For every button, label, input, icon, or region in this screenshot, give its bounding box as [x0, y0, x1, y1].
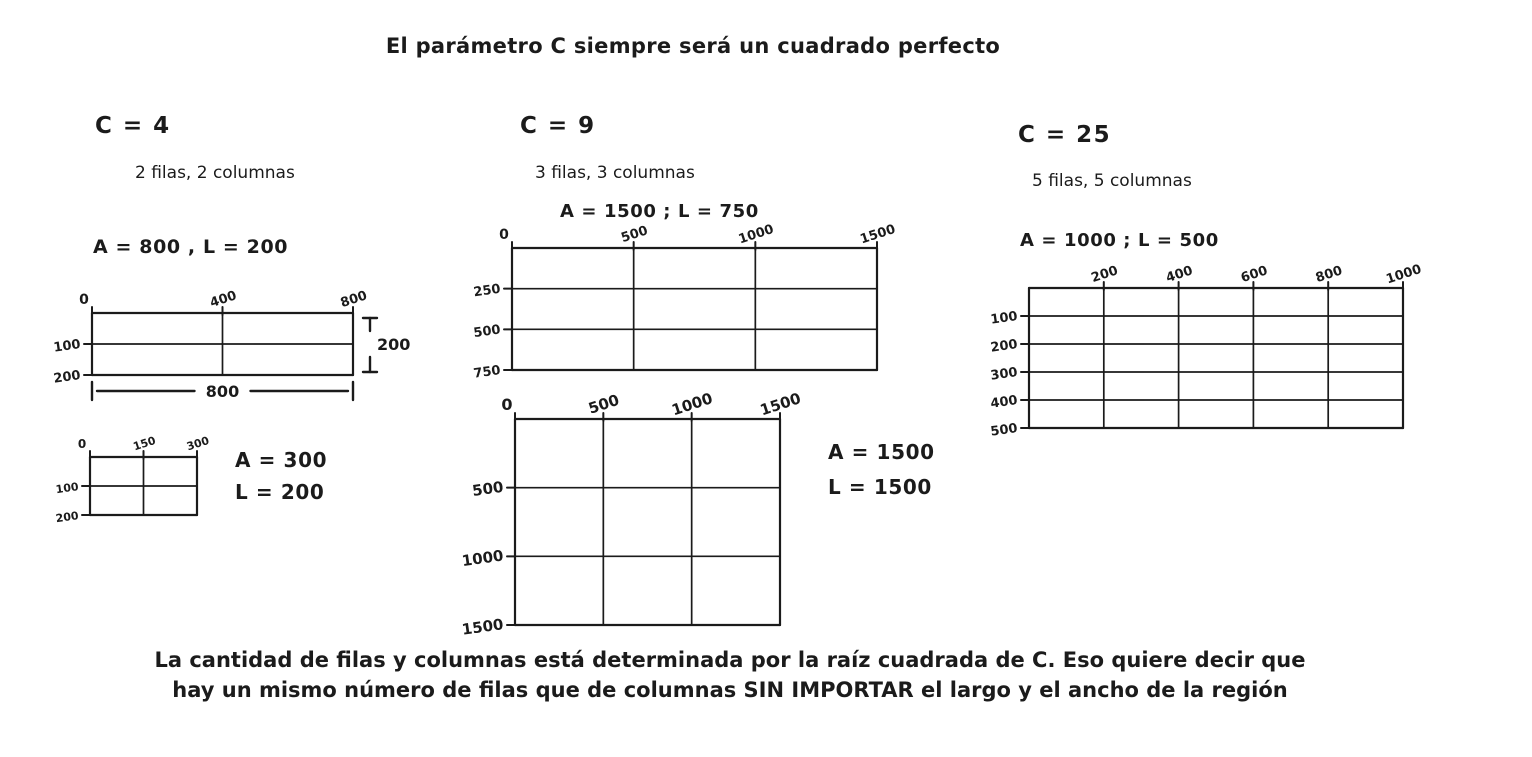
x-axis-label: 800 — [1313, 263, 1345, 286]
y-axis-label: 250 — [472, 281, 502, 301]
x-axis-label: 0 — [501, 395, 513, 414]
y-axis-label: 1000 — [460, 546, 505, 571]
footer-line2: hay un mismo número de filas que de columnas SIN IMPORTAR el largo y el ancho de la región — [172, 678, 1288, 702]
y-axis-label: 500 — [471, 477, 505, 500]
panel-c25-heading: C = 25 — [1018, 122, 1112, 148]
x-axis-label: 800 — [338, 288, 370, 311]
y-axis-label: 400 — [989, 393, 1019, 412]
x-axis-label: 1000 — [669, 389, 715, 420]
right-dimension-label: 200 — [377, 335, 411, 354]
footer-text — [0, 645, 1460, 705]
x-axis-label: 600 — [1239, 263, 1270, 286]
panel-c4-heading: C = 4 — [95, 113, 171, 139]
y-axis-label: 500 — [989, 421, 1019, 440]
grid-c25-main — [985, 256, 1485, 446]
x-axis-label: 1500 — [858, 221, 898, 248]
panel-c25-subheading: 5 filas, 5 columnas — [1032, 171, 1192, 191]
page-title: El parámetro C siempre será un cuadrado perfecto — [385, 34, 1001, 58]
annotation-c4-area: A = 300 — [235, 448, 328, 472]
y-axis-label: 100 — [989, 309, 1019, 328]
footer-line1: La cantidad de filas y columnas está determinada por la raíz cuadrada de C. Eso quiere decir que — [154, 648, 1306, 672]
y-axis-label: 200 — [52, 368, 82, 387]
grid-c9-wide — [472, 220, 898, 385]
x-axis-label: 0 — [79, 292, 89, 308]
y-axis-label: 200 — [989, 337, 1019, 356]
y-axis-label: 750 — [472, 363, 502, 382]
annotation-c4-length: L = 200 — [235, 480, 325, 504]
x-axis-label: 500 — [619, 223, 650, 246]
grid-c9-square — [455, 389, 804, 639]
x-axis-label: 1000 — [736, 221, 776, 248]
grid-c4-small — [54, 420, 225, 530]
panel-c9-params: A = 1500 ; L = 750 — [560, 201, 759, 222]
annotation-c9-area: A = 1500 — [828, 440, 935, 464]
x-axis-label: 500 — [586, 390, 622, 418]
y-axis-label: 500 — [472, 322, 502, 342]
grid-c4-main — [52, 283, 411, 413]
x-axis-label: 200 — [1089, 263, 1120, 286]
panel-c9-heading: C = 9 — [520, 113, 596, 139]
y-axis-label: 1500 — [460, 615, 505, 639]
y-axis-label: 100 — [54, 480, 80, 497]
annotation-c9-length: L = 1500 — [828, 475, 932, 499]
panel-c4-params: A = 800 , L = 200 — [93, 236, 289, 258]
x-axis-label: 400 — [208, 288, 239, 311]
y-axis-label: 200 — [54, 509, 80, 526]
bottom-dimension-label: 800 — [205, 382, 240, 401]
panel-c25-params: A = 1000 ; L = 500 — [1020, 230, 1219, 251]
panel-c9-subheading: 3 filas, 3 columnas — [535, 163, 695, 183]
x-axis-label: 1000 — [1384, 261, 1424, 288]
y-axis-label: 100 — [52, 337, 82, 356]
x-axis-label: 150 — [131, 433, 158, 454]
y-axis-label: 300 — [989, 365, 1019, 384]
x-axis-label: 1500 — [757, 389, 804, 420]
x-axis-label: 0 — [77, 437, 87, 451]
panel-c4-subheading: 2 filas, 2 columnas — [135, 163, 295, 183]
x-axis-label: 400 — [1164, 263, 1195, 286]
x-axis-label: 0 — [499, 227, 509, 243]
x-axis-label: 300 — [184, 433, 211, 454]
